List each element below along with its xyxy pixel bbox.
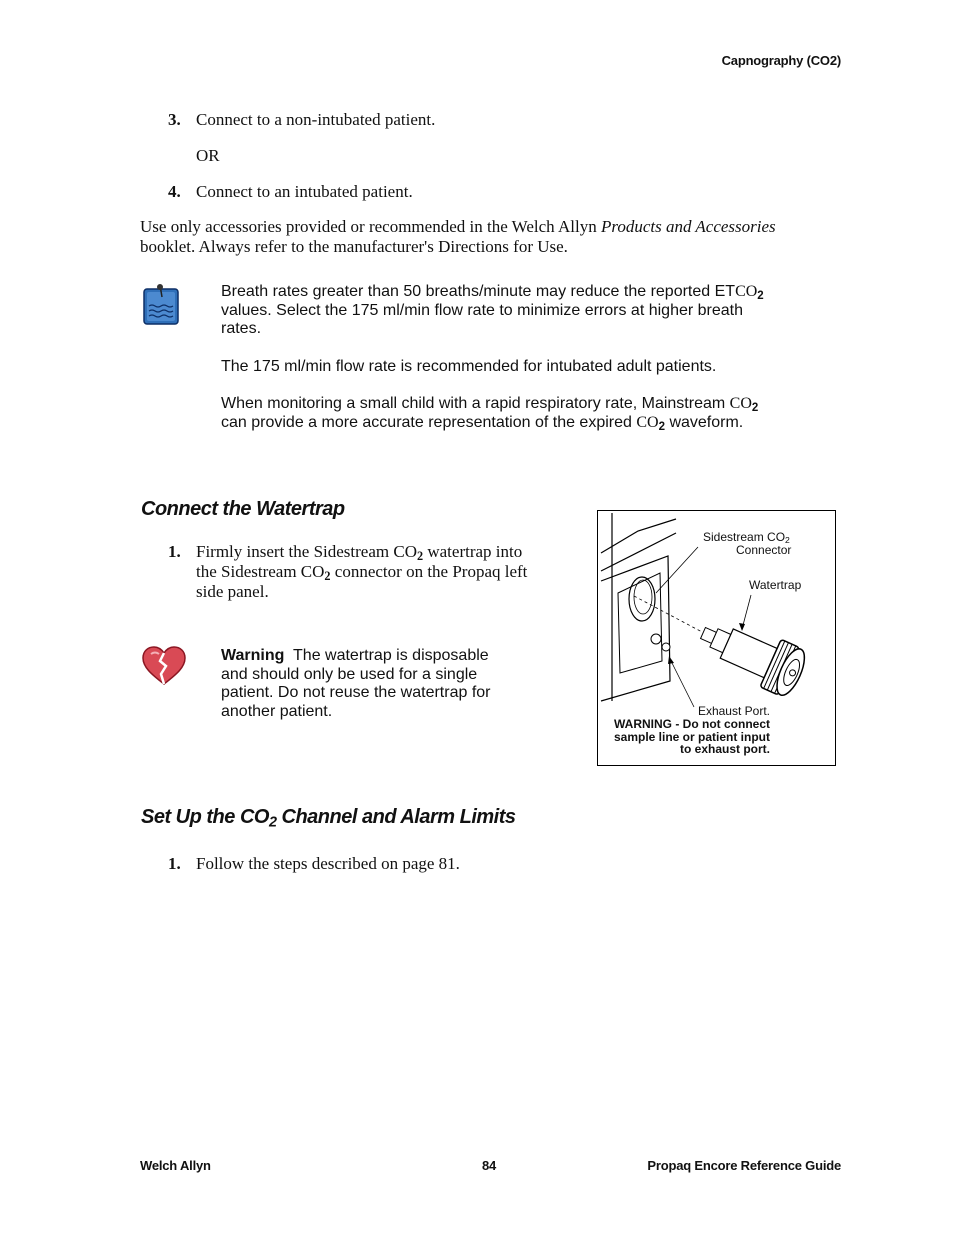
step-number: 1. [168, 854, 181, 873]
exhaust-port-label: Exhaust Port. [697, 704, 770, 718]
warning-line: sample line or patient input [613, 729, 770, 744]
warning-text: The watertrap is disposable [293, 647, 489, 664]
warning-text: patient. Do not reuse the watertrap for [221, 684, 491, 701]
note-text: waveform. [665, 413, 744, 431]
step-number: 3. [168, 110, 181, 129]
step-number: 1. [168, 542, 181, 561]
note-text: values. Select the 175 ml/min flow rate to minimize errors at higher breath [221, 301, 744, 319]
accessories-paragraph [140, 217, 776, 257]
co-text: CO [729, 395, 752, 412]
co-text: CO [636, 413, 659, 431]
subscript: 2 [757, 289, 764, 302]
warning-text: another patient. [221, 702, 333, 720]
heading-text: Channel and Alarm Limits [276, 806, 516, 828]
note-paragraph-1 [221, 283, 764, 339]
section-heading-setup [141, 806, 516, 829]
co-text: CO [735, 283, 758, 300]
label-text: Sidestream CO [703, 530, 786, 544]
step-text: Connect to a non-intubated patient. [196, 110, 436, 129]
warning-line: WARNING - Do not connect [614, 717, 770, 731]
section-heading-watertrap: Connect the Watertrap [141, 498, 345, 520]
watertrap-label: Watertrap [749, 578, 802, 592]
note-paragraph-3 [221, 395, 758, 432]
warning-text: and should only be used for a single [221, 665, 478, 683]
footer-company: Welch Allyn [140, 1158, 211, 1173]
subscript: 2 [324, 569, 331, 584]
step-number: 4. [168, 182, 181, 201]
subscript: 2 [268, 814, 277, 831]
accessories-line1: Use only accessories provided or recommended in the Welch Allyn [140, 217, 601, 236]
accessories-line2: booklet. Always refer to the manufacturer's Directions for Use. [140, 237, 568, 256]
step-text: the Sidestream CO [196, 562, 325, 581]
watertrap-step-text [196, 542, 527, 602]
note-icon [141, 283, 181, 327]
footer-page-number: 84 [482, 1158, 497, 1173]
heading-text: Set Up the CO [141, 806, 269, 828]
watertrap-figure [597, 510, 836, 766]
subscript: 2 [416, 549, 424, 564]
note-text: can provide a more accurate representation of the expired [221, 413, 637, 431]
note-paragraph-2: The 175 ml/min flow rate is recommended for intubated adult patients. [221, 358, 717, 375]
running-header: Capnography (CO2) [721, 53, 841, 68]
note-text: When monitoring a small child with a rapid respiratory rate, Mainstream [221, 395, 730, 412]
step-text: Connect to an intubated patient. [196, 182, 413, 201]
setup-step-text: Follow the steps described on page 81. [196, 854, 460, 873]
broken-heart-icon [141, 646, 187, 686]
subscript: 2 [658, 420, 665, 433]
warning-line: to exhaust port. [679, 742, 770, 756]
step-text: connector on the Propaq left [330, 562, 528, 581]
step-text: watertrap into [423, 542, 523, 561]
footer-guide-title: Propaq Encore Reference Guide [647, 1158, 841, 1173]
subscript: 2 [751, 401, 759, 414]
warning-label: Warning [221, 647, 285, 664]
note-text: Breath rates greater than 50 breaths/minute may reduce the reported ET [221, 283, 736, 300]
subscript: 2 [785, 535, 790, 546]
step-text: Firmly insert the Sidestream CO [196, 542, 417, 561]
note-text: rates. [221, 320, 262, 337]
or-text: OR [196, 146, 220, 165]
step-text: side panel. [196, 582, 269, 601]
connector-label-2: Connector [736, 543, 792, 557]
accessories-booklet-title: Products and Accessories [600, 217, 776, 236]
warning-paragraph [221, 647, 490, 721]
figure-warning [614, 718, 770, 756]
